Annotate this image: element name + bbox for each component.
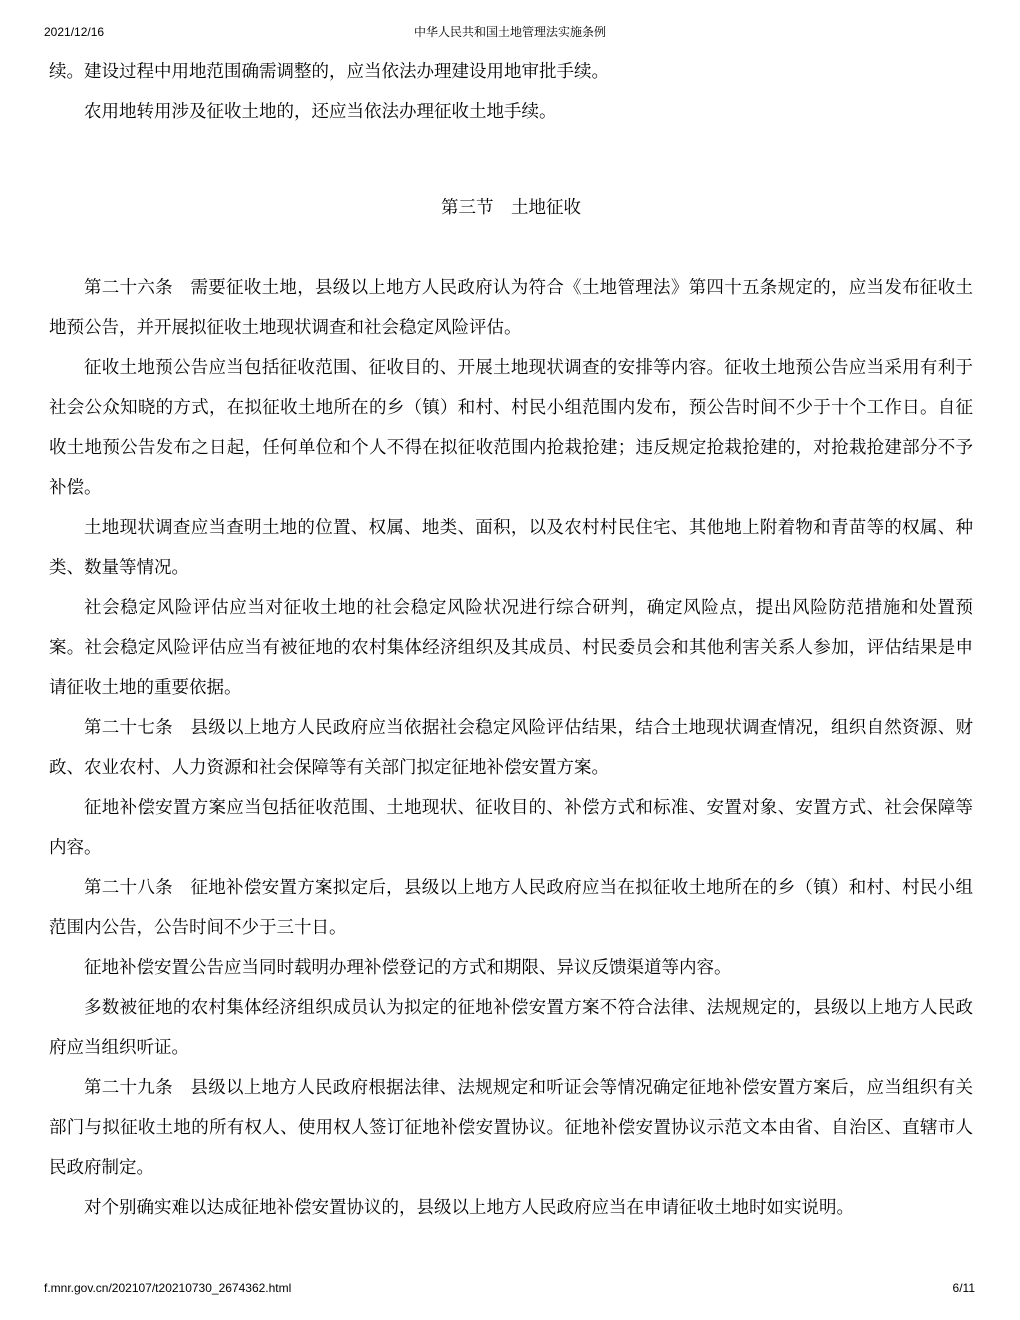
paragraph: 对个别确实难以达成征地补偿安置协议的，县级以上地方人民政府应当在申请征收土地时如实说明。 [84,1198,854,1218]
article-number: 第二十九条 [84,1078,173,1098]
article-text: 县级以上地方人民政府应当依据社会稳定风险评估结果，结合土地现状调查情况，组织自然资源、财政、农业农村、人力资源和社会保障等有关部门拟定征地补偿安置方案。 [49,718,974,778]
paragraph: 征地补偿安置方案应当包括征收范围、土地现状、征收目的、补偿方式和标准、安置对象、安置方式、社会保障等内容。 [49,798,973,858]
document-title: 中华人民共和国土地管理法实施条例 [413,25,606,39]
article-text: 征地补偿安置方案拟定后，县级以上地方人民政府应当在拟征收土地所在的乡（镇）和村、村民小组范围内公告，公告时间不少于三十日。 [49,878,974,938]
article-text: 县级以上地方人民政府根据法律、法规规定和听证会等情况确定征地补偿安置方案后，应当组织有关部门与拟征收土地的所有权人、使用权人签订征地补偿安置协议。征地补偿安置协议示范文本由省、自治区、直辖市人民政府制定。 [49,1078,974,1178]
source-url: f.mnr.gov.cn/202107/t20210730_2674362.html [44,1281,292,1295]
paragraph: 多数被征地的农村集体经济组织成员认为拟定的征地补偿安置方案不符合法律、法规规定的，县级以上地方人民政府应当组织听证。 [49,998,973,1058]
paragraph-continuation: 续。建设过程中用地范围确需调整的，应当依法办理建设用地审批手续。 [49,62,609,82]
page-number: 6/11 [952,1281,975,1295]
print-date: 2021/12/16 [44,25,105,39]
article-27 [49,708,973,788]
article-number: 第二十八条 [84,878,173,898]
paragraph: 征收土地预公告应当包括征收范围、征收目的、开展土地现状调查的安排等内容。征收土地预公告应当采用有利于社会公众知晓的方式，在拟征收土地所在的乡（镇）和村、村民小组范围内发布，预公告时间不少于十个工作日。自征收土地预公告发布之日起，任何单位和个人不得在拟征收范围内抢栽抢建；违反规定抢栽抢建的，对抢栽抢建部分不予补偿。 [49,358,973,498]
paragraph: 征地补偿安置公告应当同时载明办理补偿登记的方式和期限、异议反馈渠道等内容。 [84,958,732,978]
section-title: 第三节 土地征收 [441,198,581,218]
paragraph: 农用地转用涉及征收土地的，还应当依法办理征收土地手续。 [84,102,557,122]
article-number: 第二十七条 [84,718,173,738]
paragraph: 社会稳定风险评估应当对征收土地的社会稳定风险状况进行综合研判，确定风险点，提出风险防范措施和处置预案。社会稳定风险评估应当有被征地的农村集体经济组织及其成员、村民委员会和其他利害关系人参加，评估结果是申请征收土地的重要依据。 [49,598,973,698]
document-body [49,52,973,1228]
article-text: 需要征收土地，县级以上地方人民政府认为符合《土地管理法》第四十五条规定的，应当发布征收土地预公告，并开展拟征收土地现状调查和社会稳定风险评估。 [49,278,974,338]
article-28 [49,868,973,948]
article-26 [49,268,973,348]
article-29 [49,1068,973,1188]
article-number: 第二十六条 [84,278,173,298]
paragraph: 土地现状调查应当查明土地的位置、权属、地类、面积，以及农村村民住宅、其他地上附着物和青苗等的权属、种类、数量等情况。 [49,518,973,578]
